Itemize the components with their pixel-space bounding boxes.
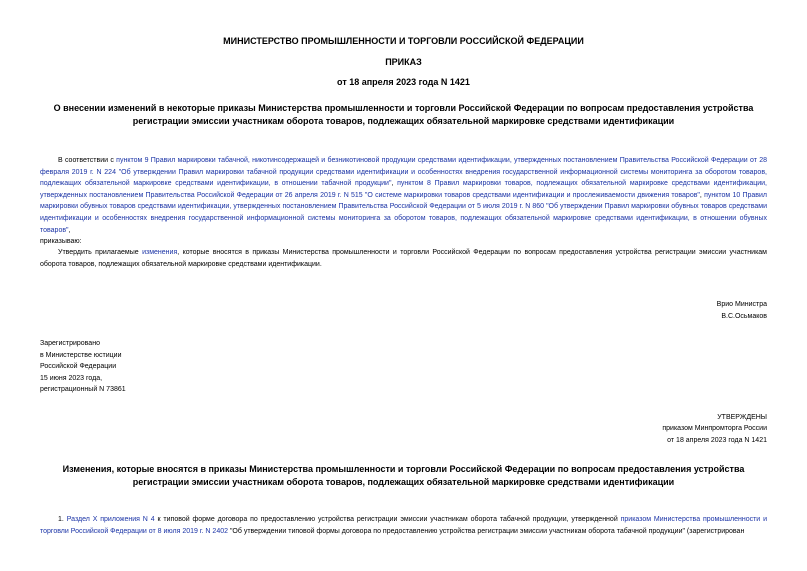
changes-title: Изменения, которые вносятся в приказы Министерства промышленности и торговли Российской Федерации по вопросам предоставления устройства регистрации эмиссии участникам оборота товаров, подлежащих обязательной маркировке средствами идентификации [62,464,745,487]
approve-paragraph [40,247,767,270]
signature-name: В.С.Осьмаков [721,313,767,320]
preamble-text-2: , [391,180,398,188]
approve-link-changes[interactable]: изменения [142,249,178,256]
preamble-text-3: , [699,191,705,199]
preamble-link-pp515[interactable]: пунктом 8 Правил маркировки товаров, подлежащих обязательной маркировке средствами идентификации, утвержденных постановлением Правительства Российской Федерации от 26 апреля 2019 г. N 515 "О системе маркировки товаров средствами идентификации и прослеживаемости движения товаров" [40,180,767,199]
item-1-link-section[interactable]: Раздел X приложения N 4 [66,516,155,523]
order-word: приказываю: [40,238,82,245]
approved-line-1: УТВЕРЖДЕНЫ [717,414,767,421]
signature-position: Врио Министра [716,301,767,308]
preamble-text-4: , [68,226,71,234]
document-date-number: от 18 апреля 2023 года N 1421 [337,77,470,87]
document-title: О внесении изменений в некоторые приказы Министерства промышленности и торговли Российской Федерации по вопросам предоставления устройства регистрации эмиссии участникам оборота товаров, подлежащих обязательной маркировке средствами идентификации [53,103,754,126]
item-1-link-order-2402[interactable]: приказом Министерства промышленности и торговли Российской Федерации от 8 июля 2019 г. N 2402 [40,516,767,535]
item-1-paragraph [40,514,767,537]
registration-line-2: в Министерстве юстиции [40,352,122,359]
preamble-paragraph [40,155,767,236]
item-1-text-2: к типовой форме договора по предоставлению устройства регистрации эмиссии участникам оборота табачной продукции, утвержденной [154,516,621,523]
preamble-link-pp224[interactable]: пунктом 9 Правил маркировки табачной, никотинсодержащей и безникотиновой продукции средствами идентификации, утвержденных постановлением Правительства Российской Федерации от 28 февраля 2019 г. N 224 "Об утверждении Правил маркировки табачной продукции средствами идентификации и особенностях внедрения государственной информационной системы мониторинга за оборотом товаров, подлежащих обязательной маркировке средствами идентификации, в отношении табачной продукции" [40,157,767,188]
registration-line-1: Зарегистрировано [40,340,100,347]
approve-text-2: , которые вносятся в приказы Министерства промышленности и торговли Российской Федерации по вопросам предоставления устройства регистрации эмиссии участникам оборота товаров, подлежащих обязательной маркировке средствами идентификации. [40,249,767,268]
approved-line-2: приказом Минпромторга России [662,425,767,432]
registration-line-5: регистрационный N 73861 [40,386,126,393]
registration-line-4: 15 июня 2023 года, [40,375,103,382]
registration-line-3: Российской Федерации [40,363,117,370]
preamble-link-pp860[interactable]: пунктом 10 Правил маркировки обувных товаров средствами идентификации, утвержденных постановлением Правительства Российской Федерации от 5 июля 2019 г. N 860 "Об утверждении Правил маркировки обувных товаров средствами идентификации и особенностях внедрения государственной информационной системы мониторинга за оборотом товаров, подлежащих обязательной маркировке средствами идентификации, в отношении обувных товаров" [40,191,767,234]
document-type: ПРИКАЗ [385,57,422,67]
item-1-text-1: 1. [58,516,67,523]
approve-text-1: Утвердить прилагаемые [58,249,143,256]
item-1-text-3: "Об утверждении типовой формы договора по предоставлению устройства регистрации эмиссии участникам оборота табачной продукции" (зарегистрирован [228,527,745,535]
approved-line-3: от 18 апреля 2023 года N 1421 [667,437,767,444]
ministry-heading: МИНИСТЕРСТВО ПРОМЫШЛЕННОСТИ И ТОРГОВЛИ РОССИЙСКОЙ ФЕДЕРАЦИИ [223,36,584,46]
preamble-text-1: В соответствии с [58,157,117,164]
